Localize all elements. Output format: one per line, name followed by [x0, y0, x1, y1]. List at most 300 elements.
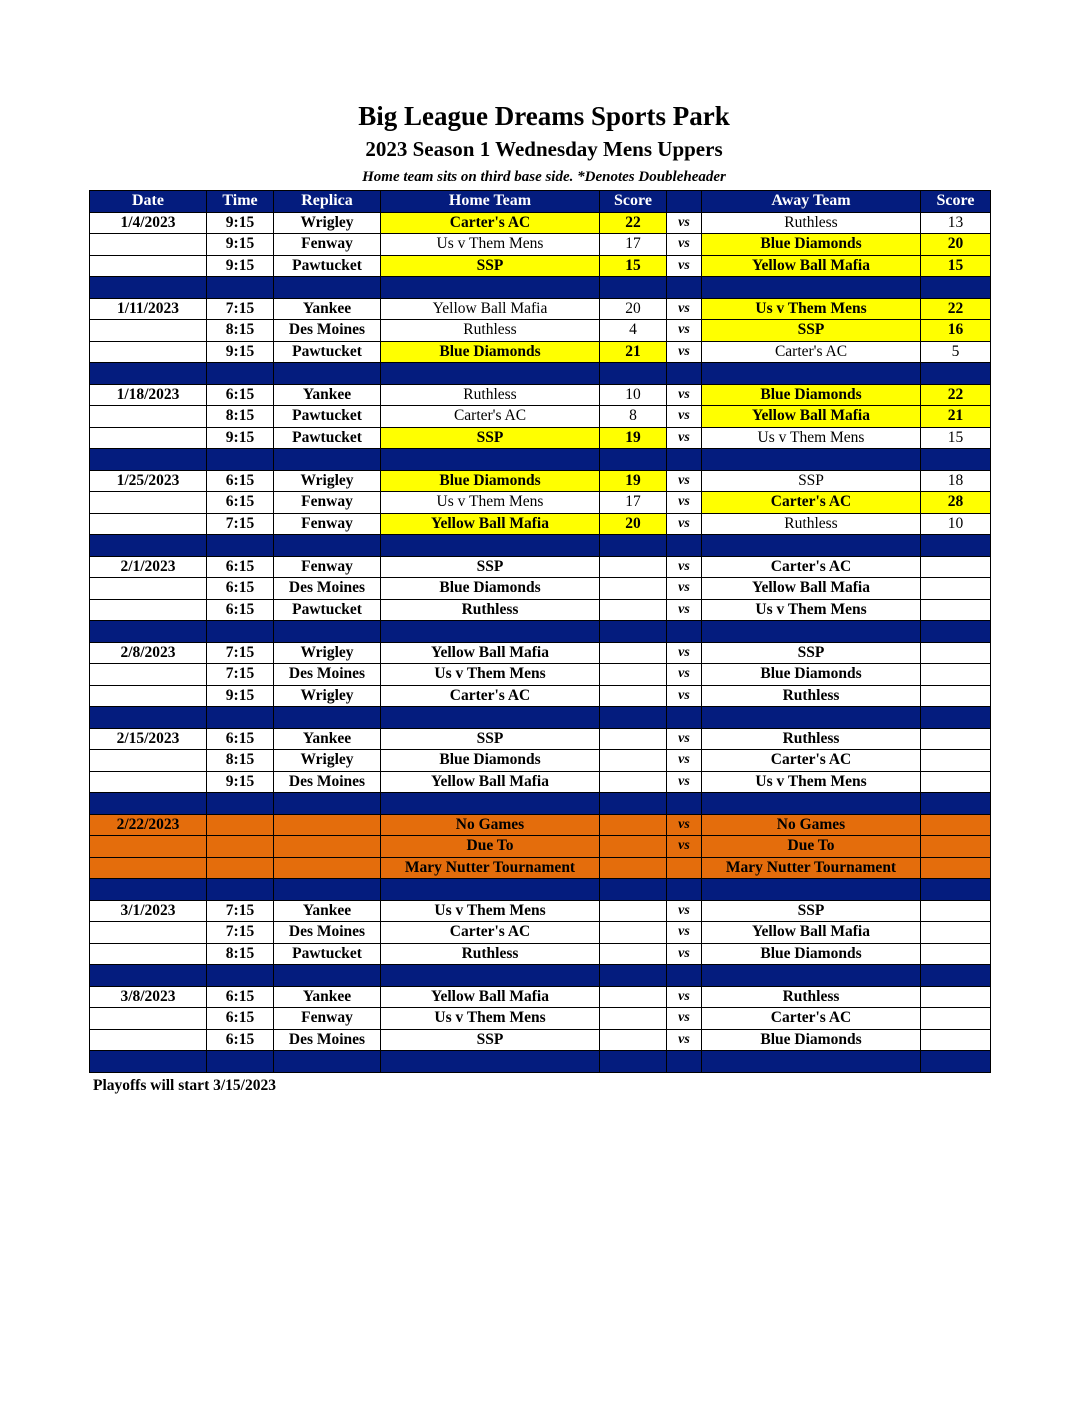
- home-score-cell: [600, 986, 667, 1008]
- date-cell: [90, 943, 207, 965]
- away-score-cell: 20: [921, 234, 991, 256]
- away-team-cell: Yellow Ball Mafia: [702, 255, 921, 277]
- separator-cell: [274, 879, 381, 901]
- home-team-cell: Mary Nutter Tournament: [381, 857, 600, 879]
- game-row: [90, 470, 991, 492]
- separator-cell: [381, 965, 600, 987]
- home-team-cell: Ruthless: [381, 384, 600, 406]
- separator-cell: [207, 965, 274, 987]
- home-team-cell: No Games: [381, 814, 600, 836]
- separator-cell: [600, 707, 667, 729]
- separator-cell: [274, 277, 381, 299]
- home-team-cell: Us v Them Mens: [381, 492, 600, 514]
- date-cell: [90, 234, 207, 256]
- away-team-cell: Us v Them Mens: [702, 771, 921, 793]
- away-team-cell: SSP: [702, 470, 921, 492]
- away-score-cell: [921, 642, 991, 664]
- separator-row: [90, 707, 991, 729]
- separator-cell: [381, 277, 600, 299]
- separator-cell: [274, 535, 381, 557]
- home-score-cell: [600, 664, 667, 686]
- date-cell: [90, 836, 207, 858]
- separator-cell: [207, 363, 274, 385]
- time-cell: 9:15: [207, 427, 274, 449]
- vs-cell: vs: [667, 900, 702, 922]
- vs-cell: vs: [667, 943, 702, 965]
- game-row: [90, 492, 991, 514]
- separator-cell: [90, 707, 207, 729]
- separator-cell: [274, 793, 381, 815]
- replica-cell: Pawtucket: [274, 943, 381, 965]
- separator-cell: [90, 1051, 207, 1073]
- date-cell: [90, 750, 207, 772]
- time-cell: 8:15: [207, 750, 274, 772]
- home-team-cell: Us v Them Mens: [381, 664, 600, 686]
- home-team-cell: Yellow Ball Mafia: [381, 642, 600, 664]
- home-score-cell: [600, 1029, 667, 1051]
- time-cell: 9:15: [207, 341, 274, 363]
- date-cell: [90, 771, 207, 793]
- vs-cell: vs: [667, 664, 702, 686]
- time-cell: 7:15: [207, 513, 274, 535]
- separator-cell: [667, 707, 702, 729]
- away-team-cell: Mary Nutter Tournament: [702, 857, 921, 879]
- home-score-cell: 21: [600, 341, 667, 363]
- date-cell: [90, 1008, 207, 1030]
- table-header-row: [90, 191, 991, 213]
- vs-cell: vs: [667, 771, 702, 793]
- separator-cell: [600, 879, 667, 901]
- separator-row: [90, 449, 991, 471]
- home-score-cell: [600, 750, 667, 772]
- separator-cell: [921, 621, 991, 643]
- time-cell: 7:15: [207, 922, 274, 944]
- separator-cell: [207, 277, 274, 299]
- separator-cell: [702, 1051, 921, 1073]
- replica-cell: [274, 857, 381, 879]
- game-row: [90, 599, 991, 621]
- column-header-vs: [667, 191, 702, 213]
- separator-cell: [600, 621, 667, 643]
- home-score-cell: [600, 900, 667, 922]
- away-team-cell: Us v Them Mens: [702, 599, 921, 621]
- separator-cell: [667, 363, 702, 385]
- separator-cell: [90, 449, 207, 471]
- schedule-body: [90, 212, 991, 1072]
- away-score-cell: 15: [921, 255, 991, 277]
- away-team-cell: No Games: [702, 814, 921, 836]
- away-team-cell: Carter's AC: [702, 1008, 921, 1030]
- time-cell: 6:15: [207, 470, 274, 492]
- home-team-cell: Ruthless: [381, 599, 600, 621]
- vs-cell: vs: [667, 406, 702, 428]
- column-header-date: Date: [90, 191, 207, 213]
- vs-cell: vs: [667, 1029, 702, 1051]
- time-cell: [207, 836, 274, 858]
- replica-cell: Fenway: [274, 513, 381, 535]
- column-header-time: Time: [207, 191, 274, 213]
- vs-cell: vs: [667, 750, 702, 772]
- home-team-cell: Yellow Ball Mafia: [381, 771, 600, 793]
- away-team-cell: Carter's AC: [702, 341, 921, 363]
- vs-cell: vs: [667, 341, 702, 363]
- separator-cell: [600, 965, 667, 987]
- replica-cell: Des Moines: [274, 320, 381, 342]
- column-header-home-score: Score: [600, 191, 667, 213]
- separator-row: [90, 793, 991, 815]
- separator-cell: [274, 707, 381, 729]
- home-score-cell: [600, 857, 667, 879]
- separator-cell: [90, 793, 207, 815]
- column-header-away-team: Away Team: [702, 191, 921, 213]
- game-row: [90, 900, 991, 922]
- page-subtitle: 2023 Season 1 Wednesday Mens Uppers: [365, 137, 723, 161]
- replica-cell: Yankee: [274, 986, 381, 1008]
- separator-cell: [381, 449, 600, 471]
- replica-cell: Des Moines: [274, 664, 381, 686]
- vs-cell: vs: [667, 1008, 702, 1030]
- game-row: [90, 1008, 991, 1030]
- away-score-cell: [921, 771, 991, 793]
- separator-cell: [90, 965, 207, 987]
- time-cell: 8:15: [207, 406, 274, 428]
- replica-cell: Yankee: [274, 384, 381, 406]
- home-team-cell: Blue Diamonds: [381, 750, 600, 772]
- time-cell: 7:15: [207, 664, 274, 686]
- away-score-cell: [921, 556, 991, 578]
- separator-cell: [921, 363, 991, 385]
- date-cell: [90, 1029, 207, 1051]
- away-score-cell: [921, 685, 991, 707]
- vs-cell: vs: [667, 212, 702, 234]
- separator-cell: [381, 621, 600, 643]
- game-row: [90, 320, 991, 342]
- home-score-cell: [600, 728, 667, 750]
- game-row: [90, 427, 991, 449]
- game-row: [90, 728, 991, 750]
- vs-cell: vs: [667, 578, 702, 600]
- vs-cell: vs: [667, 492, 702, 514]
- away-team-cell: Yellow Ball Mafia: [702, 406, 921, 428]
- home-team-cell: Blue Diamonds: [381, 341, 600, 363]
- away-score-cell: 16: [921, 320, 991, 342]
- date-cell: [90, 664, 207, 686]
- separator-cell: [702, 793, 921, 815]
- separator-row: [90, 277, 991, 299]
- separator-cell: [702, 363, 921, 385]
- away-score-cell: 21: [921, 406, 991, 428]
- replica-cell: Fenway: [274, 556, 381, 578]
- replica-cell: Des Moines: [274, 578, 381, 600]
- replica-cell: Fenway: [274, 1008, 381, 1030]
- home-team-cell: Ruthless: [381, 320, 600, 342]
- vs-cell: vs: [667, 320, 702, 342]
- vs-cell: vs: [667, 814, 702, 836]
- away-team-cell: Ruthless: [702, 986, 921, 1008]
- home-score-cell: 20: [600, 513, 667, 535]
- separator-cell: [702, 449, 921, 471]
- game-row: [90, 986, 991, 1008]
- separator-cell: [667, 879, 702, 901]
- separator-cell: [207, 707, 274, 729]
- separator-row: [90, 363, 991, 385]
- separator-cell: [274, 363, 381, 385]
- separator-cell: [702, 965, 921, 987]
- schedule-table: [89, 190, 991, 1073]
- time-cell: 6:15: [207, 728, 274, 750]
- time-cell: 6:15: [207, 599, 274, 621]
- date-cell: [90, 599, 207, 621]
- home-score-cell: 8: [600, 406, 667, 428]
- vs-cell: vs: [667, 728, 702, 750]
- home-score-cell: [600, 922, 667, 944]
- home-team-cell: SSP: [381, 255, 600, 277]
- separator-cell: [667, 793, 702, 815]
- vs-cell: vs: [667, 470, 702, 492]
- home-team-cell: Carter's AC: [381, 212, 600, 234]
- away-team-cell: Carter's AC: [702, 556, 921, 578]
- away-team-cell: Us v Them Mens: [702, 298, 921, 320]
- home-score-cell: [600, 814, 667, 836]
- separator-row: [90, 621, 991, 643]
- time-cell: 6:15: [207, 1029, 274, 1051]
- time-cell: 6:15: [207, 986, 274, 1008]
- date-cell: [90, 492, 207, 514]
- replica-cell: Pawtucket: [274, 599, 381, 621]
- separator-cell: [207, 879, 274, 901]
- date-cell: [90, 922, 207, 944]
- time-cell: 9:15: [207, 255, 274, 277]
- replica-cell: Yankee: [274, 728, 381, 750]
- away-team-cell: Blue Diamonds: [702, 384, 921, 406]
- vs-cell: vs: [667, 922, 702, 944]
- away-score-cell: [921, 1008, 991, 1030]
- no-games-row: [90, 814, 991, 836]
- date-cell: 1/11/2023: [90, 298, 207, 320]
- replica-cell: Wrigley: [274, 685, 381, 707]
- game-row: [90, 406, 991, 428]
- replica-cell: Des Moines: [274, 922, 381, 944]
- vs-cell: vs: [667, 298, 702, 320]
- game-row: [90, 771, 991, 793]
- away-score-cell: 10: [921, 513, 991, 535]
- separator-cell: [921, 1051, 991, 1073]
- vs-cell: vs: [667, 556, 702, 578]
- away-score-cell: [921, 664, 991, 686]
- vs-cell: vs: [667, 986, 702, 1008]
- game-row: [90, 513, 991, 535]
- separator-cell: [381, 1051, 600, 1073]
- away-team-cell: Ruthless: [702, 728, 921, 750]
- game-row: [90, 685, 991, 707]
- separator-cell: [207, 1051, 274, 1073]
- separator-cell: [381, 535, 600, 557]
- replica-cell: [274, 836, 381, 858]
- page-note: Home team sits on third base side. *Denotes Doubleheader: [362, 169, 726, 185]
- home-score-cell: [600, 836, 667, 858]
- separator-cell: [921, 879, 991, 901]
- away-team-cell: SSP: [702, 900, 921, 922]
- away-team-cell: Ruthless: [702, 513, 921, 535]
- replica-cell: Wrigley: [274, 470, 381, 492]
- date-cell: 3/1/2023: [90, 900, 207, 922]
- time-cell: 6:15: [207, 384, 274, 406]
- time-cell: [207, 814, 274, 836]
- home-score-cell: 20: [600, 298, 667, 320]
- separator-cell: [207, 621, 274, 643]
- replica-cell: Wrigley: [274, 212, 381, 234]
- away-score-cell: [921, 943, 991, 965]
- home-team-cell: Us v Them Mens: [381, 900, 600, 922]
- separator-cell: [274, 621, 381, 643]
- vs-cell: vs: [667, 513, 702, 535]
- home-score-cell: 15: [600, 255, 667, 277]
- separator-cell: [274, 449, 381, 471]
- game-row: [90, 212, 991, 234]
- separator-row: [90, 1051, 991, 1073]
- date-cell: [90, 513, 207, 535]
- game-row: [90, 234, 991, 256]
- home-team-cell: Us v Them Mens: [381, 1008, 600, 1030]
- separator-cell: [600, 277, 667, 299]
- time-cell: 9:15: [207, 771, 274, 793]
- away-score-cell: 18: [921, 470, 991, 492]
- vs-cell: vs: [667, 642, 702, 664]
- no-games-row: [90, 857, 991, 879]
- replica-cell: Pawtucket: [274, 341, 381, 363]
- replica-cell: Yankee: [274, 900, 381, 922]
- home-score-cell: [600, 578, 667, 600]
- date-cell: [90, 341, 207, 363]
- game-row: [90, 664, 991, 686]
- away-score-cell: 15: [921, 427, 991, 449]
- separator-cell: [702, 277, 921, 299]
- separator-cell: [207, 535, 274, 557]
- date-cell: 2/22/2023: [90, 814, 207, 836]
- date-cell: 2/15/2023: [90, 728, 207, 750]
- separator-cell: [381, 879, 600, 901]
- replica-cell: [274, 814, 381, 836]
- away-score-cell: [921, 1029, 991, 1051]
- separator-row: [90, 965, 991, 987]
- date-cell: [90, 406, 207, 428]
- away-team-cell: Blue Diamonds: [702, 943, 921, 965]
- separator-cell: [702, 535, 921, 557]
- vs-cell: vs: [667, 255, 702, 277]
- away-team-cell: Yellow Ball Mafia: [702, 922, 921, 944]
- time-cell: 9:15: [207, 212, 274, 234]
- time-cell: 6:15: [207, 578, 274, 600]
- home-score-cell: 17: [600, 234, 667, 256]
- page-title: Big League Dreams Sports Park: [358, 101, 730, 131]
- separator-cell: [274, 965, 381, 987]
- vs-cell: vs: [667, 836, 702, 858]
- away-score-cell: [921, 922, 991, 944]
- away-score-cell: [921, 814, 991, 836]
- date-cell: 3/8/2023: [90, 986, 207, 1008]
- date-cell: [90, 427, 207, 449]
- replica-cell: Yankee: [274, 298, 381, 320]
- separator-cell: [667, 965, 702, 987]
- date-cell: [90, 685, 207, 707]
- home-team-cell: SSP: [381, 728, 600, 750]
- replica-cell: Wrigley: [274, 642, 381, 664]
- date-cell: 1/4/2023: [90, 212, 207, 234]
- away-team-cell: SSP: [702, 320, 921, 342]
- home-score-cell: [600, 599, 667, 621]
- separator-cell: [600, 793, 667, 815]
- game-row: [90, 556, 991, 578]
- home-team-cell: Blue Diamonds: [381, 578, 600, 600]
- time-cell: [207, 857, 274, 879]
- away-team-cell: Blue Diamonds: [702, 1029, 921, 1051]
- playoffs-note: Playoffs will start 3/15/2023: [93, 1077, 276, 1094]
- separator-cell: [90, 621, 207, 643]
- away-score-cell: 5: [921, 341, 991, 363]
- away-score-cell: [921, 836, 991, 858]
- separator-cell: [921, 965, 991, 987]
- home-team-cell: Carter's AC: [381, 406, 600, 428]
- away-score-cell: 28: [921, 492, 991, 514]
- separator-cell: [207, 449, 274, 471]
- separator-cell: [90, 277, 207, 299]
- away-score-cell: [921, 986, 991, 1008]
- separator-cell: [702, 621, 921, 643]
- replica-cell: Wrigley: [274, 750, 381, 772]
- vs-cell: vs: [667, 685, 702, 707]
- replica-cell: Pawtucket: [274, 255, 381, 277]
- game-row: [90, 298, 991, 320]
- separator-cell: [667, 277, 702, 299]
- separator-cell: [921, 449, 991, 471]
- home-team-cell: Blue Diamonds: [381, 470, 600, 492]
- game-row: [90, 642, 991, 664]
- separator-cell: [381, 707, 600, 729]
- game-row: [90, 384, 991, 406]
- away-team-cell: SSP: [702, 642, 921, 664]
- home-team-cell: Yellow Ball Mafia: [381, 513, 600, 535]
- separator-cell: [921, 793, 991, 815]
- away-score-cell: [921, 857, 991, 879]
- home-team-cell: SSP: [381, 427, 600, 449]
- time-cell: 6:15: [207, 556, 274, 578]
- away-team-cell: Blue Diamonds: [702, 664, 921, 686]
- home-score-cell: [600, 943, 667, 965]
- home-team-cell: Carter's AC: [381, 685, 600, 707]
- game-row: [90, 255, 991, 277]
- away-team-cell: Due To: [702, 836, 921, 858]
- date-cell: [90, 857, 207, 879]
- separator-cell: [667, 621, 702, 643]
- vs-cell: vs: [667, 384, 702, 406]
- time-cell: 9:15: [207, 685, 274, 707]
- replica-cell: Des Moines: [274, 771, 381, 793]
- separator-cell: [921, 535, 991, 557]
- home-score-cell: 17: [600, 492, 667, 514]
- home-score-cell: 19: [600, 470, 667, 492]
- away-score-cell: [921, 900, 991, 922]
- time-cell: 7:15: [207, 298, 274, 320]
- replica-cell: Pawtucket: [274, 427, 381, 449]
- away-team-cell: Carter's AC: [702, 750, 921, 772]
- home-team-cell: Us v Them Mens: [381, 234, 600, 256]
- time-cell: 6:15: [207, 1008, 274, 1030]
- away-team-cell: Blue Diamonds: [702, 234, 921, 256]
- replica-cell: Pawtucket: [274, 406, 381, 428]
- separator-cell: [667, 535, 702, 557]
- away-team-cell: Ruthless: [702, 212, 921, 234]
- home-score-cell: [600, 685, 667, 707]
